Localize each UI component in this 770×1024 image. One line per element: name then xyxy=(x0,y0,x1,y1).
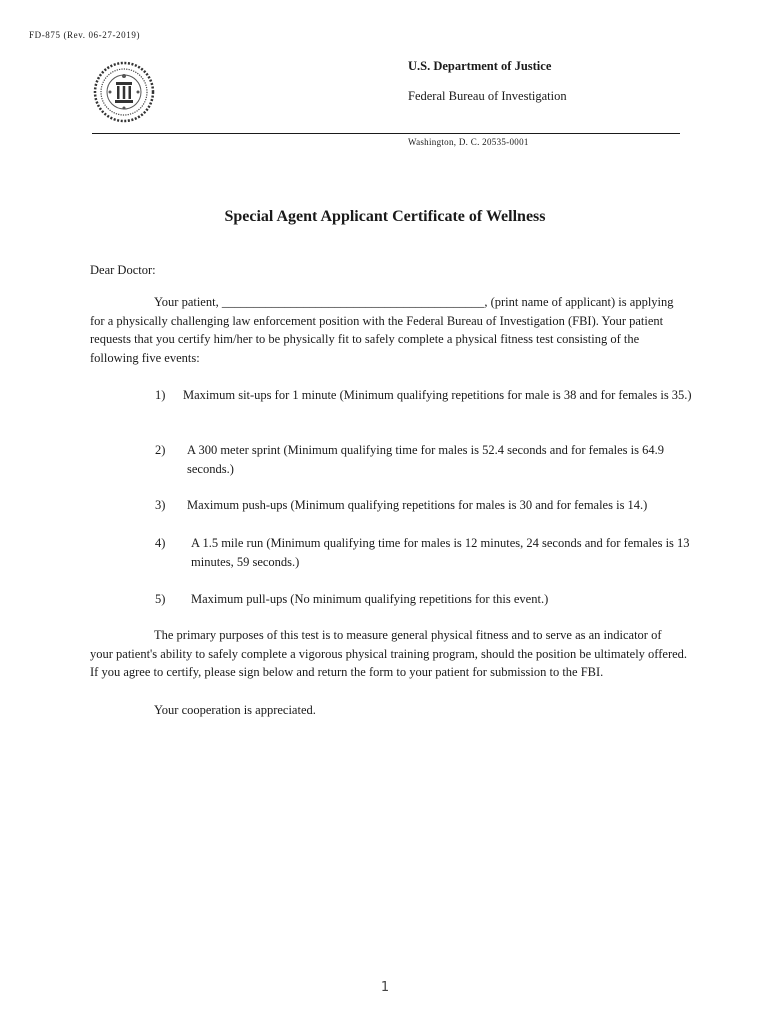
event-number: 3) xyxy=(155,498,166,512)
purpose-first-line: The primary purposes of this test is to measure general physical fitness and to serve as an indicator of xyxy=(154,628,662,642)
closing-line: Your cooperation is appreciated. xyxy=(154,703,316,717)
event-number: 5) xyxy=(155,592,166,606)
purpose-paragraph xyxy=(90,626,690,682)
event-number: 4) xyxy=(155,536,166,550)
doj-seal-icon xyxy=(92,60,156,124)
agency-name: U.S. Department of Justice xyxy=(408,59,552,73)
event-description: Maximum pull-ups (No minimum qualifying repetitions for this event.) xyxy=(191,592,549,606)
event-description: Maximum push-ups (Minimum qualifying repetitions for males is 30 and for females is 14.) xyxy=(187,498,648,512)
page-number: 1 xyxy=(380,980,390,995)
purpose-continuation: your patient's ability to safely complete a vigorous physical training program, should the position be ultimately offered. If you agree to certify, please sign below and return the form to your patient for submission to the FBI. xyxy=(90,646,688,679)
salutation: Dear Doctor: xyxy=(90,263,156,277)
intro-paragraph xyxy=(90,293,690,367)
event-description: A 1.5 mile run (Minimum qualifying time for males is 12 minutes, 24 seconds and for females is 13 minutes, 59 seconds.) xyxy=(191,536,690,569)
form-number: FD-875 (Rev. 06-27-2019) xyxy=(29,30,141,40)
agency-address: Washington, D. C. 20535-0001 xyxy=(408,137,529,147)
event-description: Maximum sit-ups for 1 minute (Minimum qualifying repetitions for male is 38 and for females is 35.) xyxy=(183,388,692,402)
event-description: A 300 meter sprint (Minimum qualifying time for males is 52.4 seconds and for females is 64.9 seconds.) xyxy=(187,443,665,476)
event-number: 2) xyxy=(155,443,166,457)
document-title: Special Agent Applicant Certificate of Wellness xyxy=(224,208,546,225)
event-number: 1) xyxy=(155,388,166,402)
intro-first-line: Your patient, __________________________________________, (print name of applicant) is applying xyxy=(154,295,674,309)
intro-continuation: for a physically challenging law enforcement position with the Federal Bureau of Investigation (FBI). Your patient requests that you certify him/her to be physically fit to safely complete a physical fitness test consisting of the following five events: xyxy=(90,313,664,365)
bureau-name: Federal Bureau of Investigation xyxy=(408,89,567,103)
header-divider xyxy=(92,133,680,134)
